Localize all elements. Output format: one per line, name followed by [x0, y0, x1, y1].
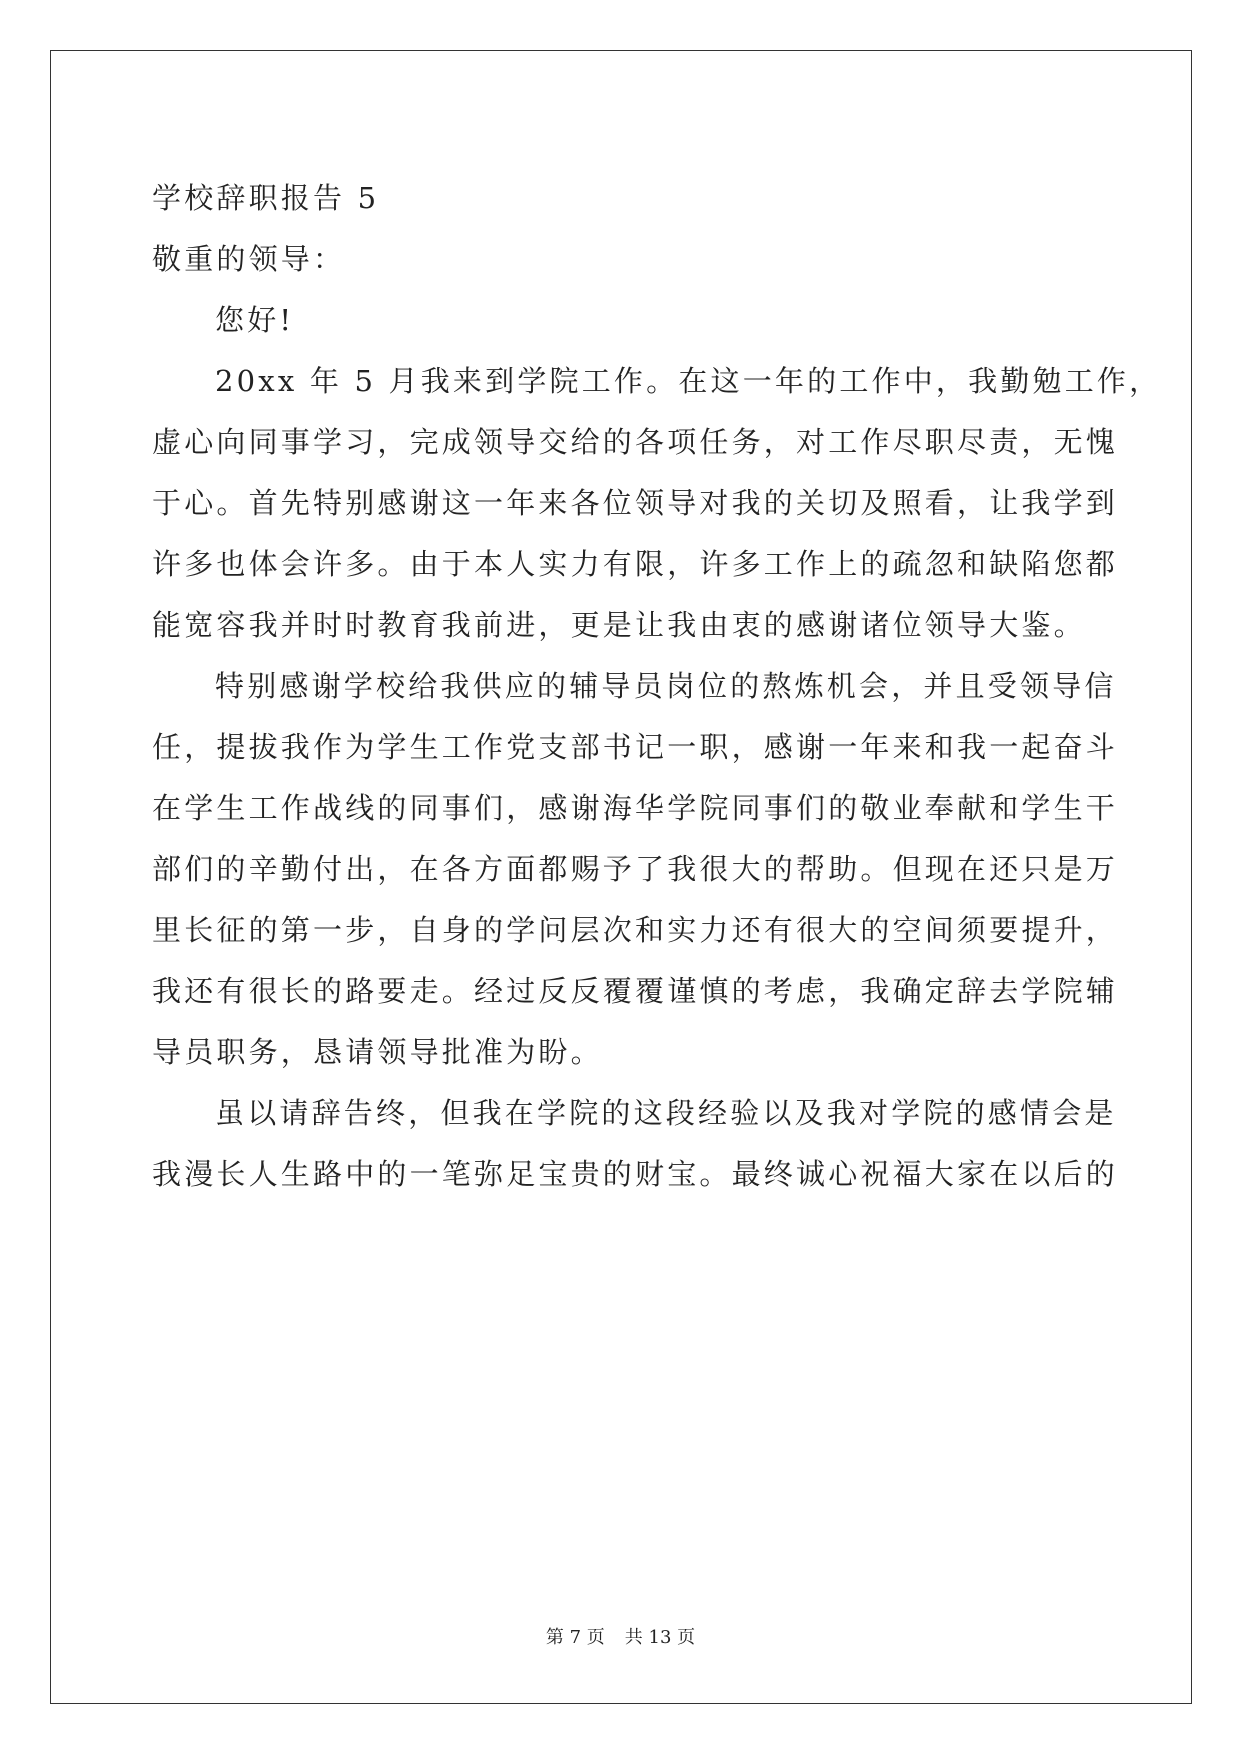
- paragraph-line: 20xx 年 5 月我来到学院工作。在这一年的工作中，我勤勉工作，: [215, 364, 1162, 398]
- greeting: 您好!: [215, 303, 295, 337]
- paragraph-line: 虽以请辞告终，但我在学院的这段经验以及我对学院的感情会是: [215, 1096, 1117, 1130]
- paragraph-line: 导员职务，恳请领导批准为盼。: [152, 1035, 603, 1069]
- paragraph-line: 能宽容我并时时教育我前进，更是让我由衷的感谢诸位领导大鉴。: [152, 608, 1086, 642]
- paragraph-line: 任，提拔我作为学生工作党支部书记一职，感谢一年来和我一起奋斗: [152, 730, 1119, 764]
- paragraph-line: 我还有很长的路要走。经过反反覆覆谨慎的考虑，我确定辞去学院辅: [152, 974, 1119, 1008]
- paragraph-line: 我漫长人生路中的一笔弥足宝贵的财宝。最终诚心祝福大家在以后的: [152, 1157, 1119, 1191]
- page-footer: [0, 1623, 1241, 1649]
- page-total: 共 13 页: [624, 1627, 696, 1648]
- page-number: 第 7 页: [545, 1627, 605, 1648]
- paragraph-line: 在学生工作战线的同事们，感谢海华学院同事们的敬业奉献和学生干: [152, 791, 1119, 825]
- salutation: 敬重的领导：: [152, 242, 346, 276]
- paragraph-line: 特别感谢学校给我供应的辅导员岗位的熬炼机会，并且受领导信: [215, 669, 1117, 703]
- paragraph-line: 部们的辛勤付出，在各方面都赐予了我很大的帮助。但现在还只是万: [152, 852, 1119, 886]
- document-title: 学校辞职报告 5: [152, 181, 380, 215]
- paragraph-line: 于心。首先特别感谢这一年来各位领导对我的关切及照看，让我学到: [152, 486, 1119, 520]
- paragraph-3: [152, 1083, 1119, 1205]
- paragraph-2: [152, 656, 1119, 1083]
- paragraph-line: 许多也体会许多。由于本人实力有限，许多工作上的疏忽和缺陷您都: [152, 547, 1119, 581]
- paragraph-line: 虚心向同事学习，完成领导交给的各项任务，对工作尽职尽责，无愧: [152, 425, 1119, 459]
- paragraph-1: [152, 351, 1162, 656]
- paragraph-line: 里长征的第一步，自身的学问层次和实力还有很大的空间须要提升，: [152, 913, 1119, 947]
- document-body: [152, 168, 1162, 1205]
